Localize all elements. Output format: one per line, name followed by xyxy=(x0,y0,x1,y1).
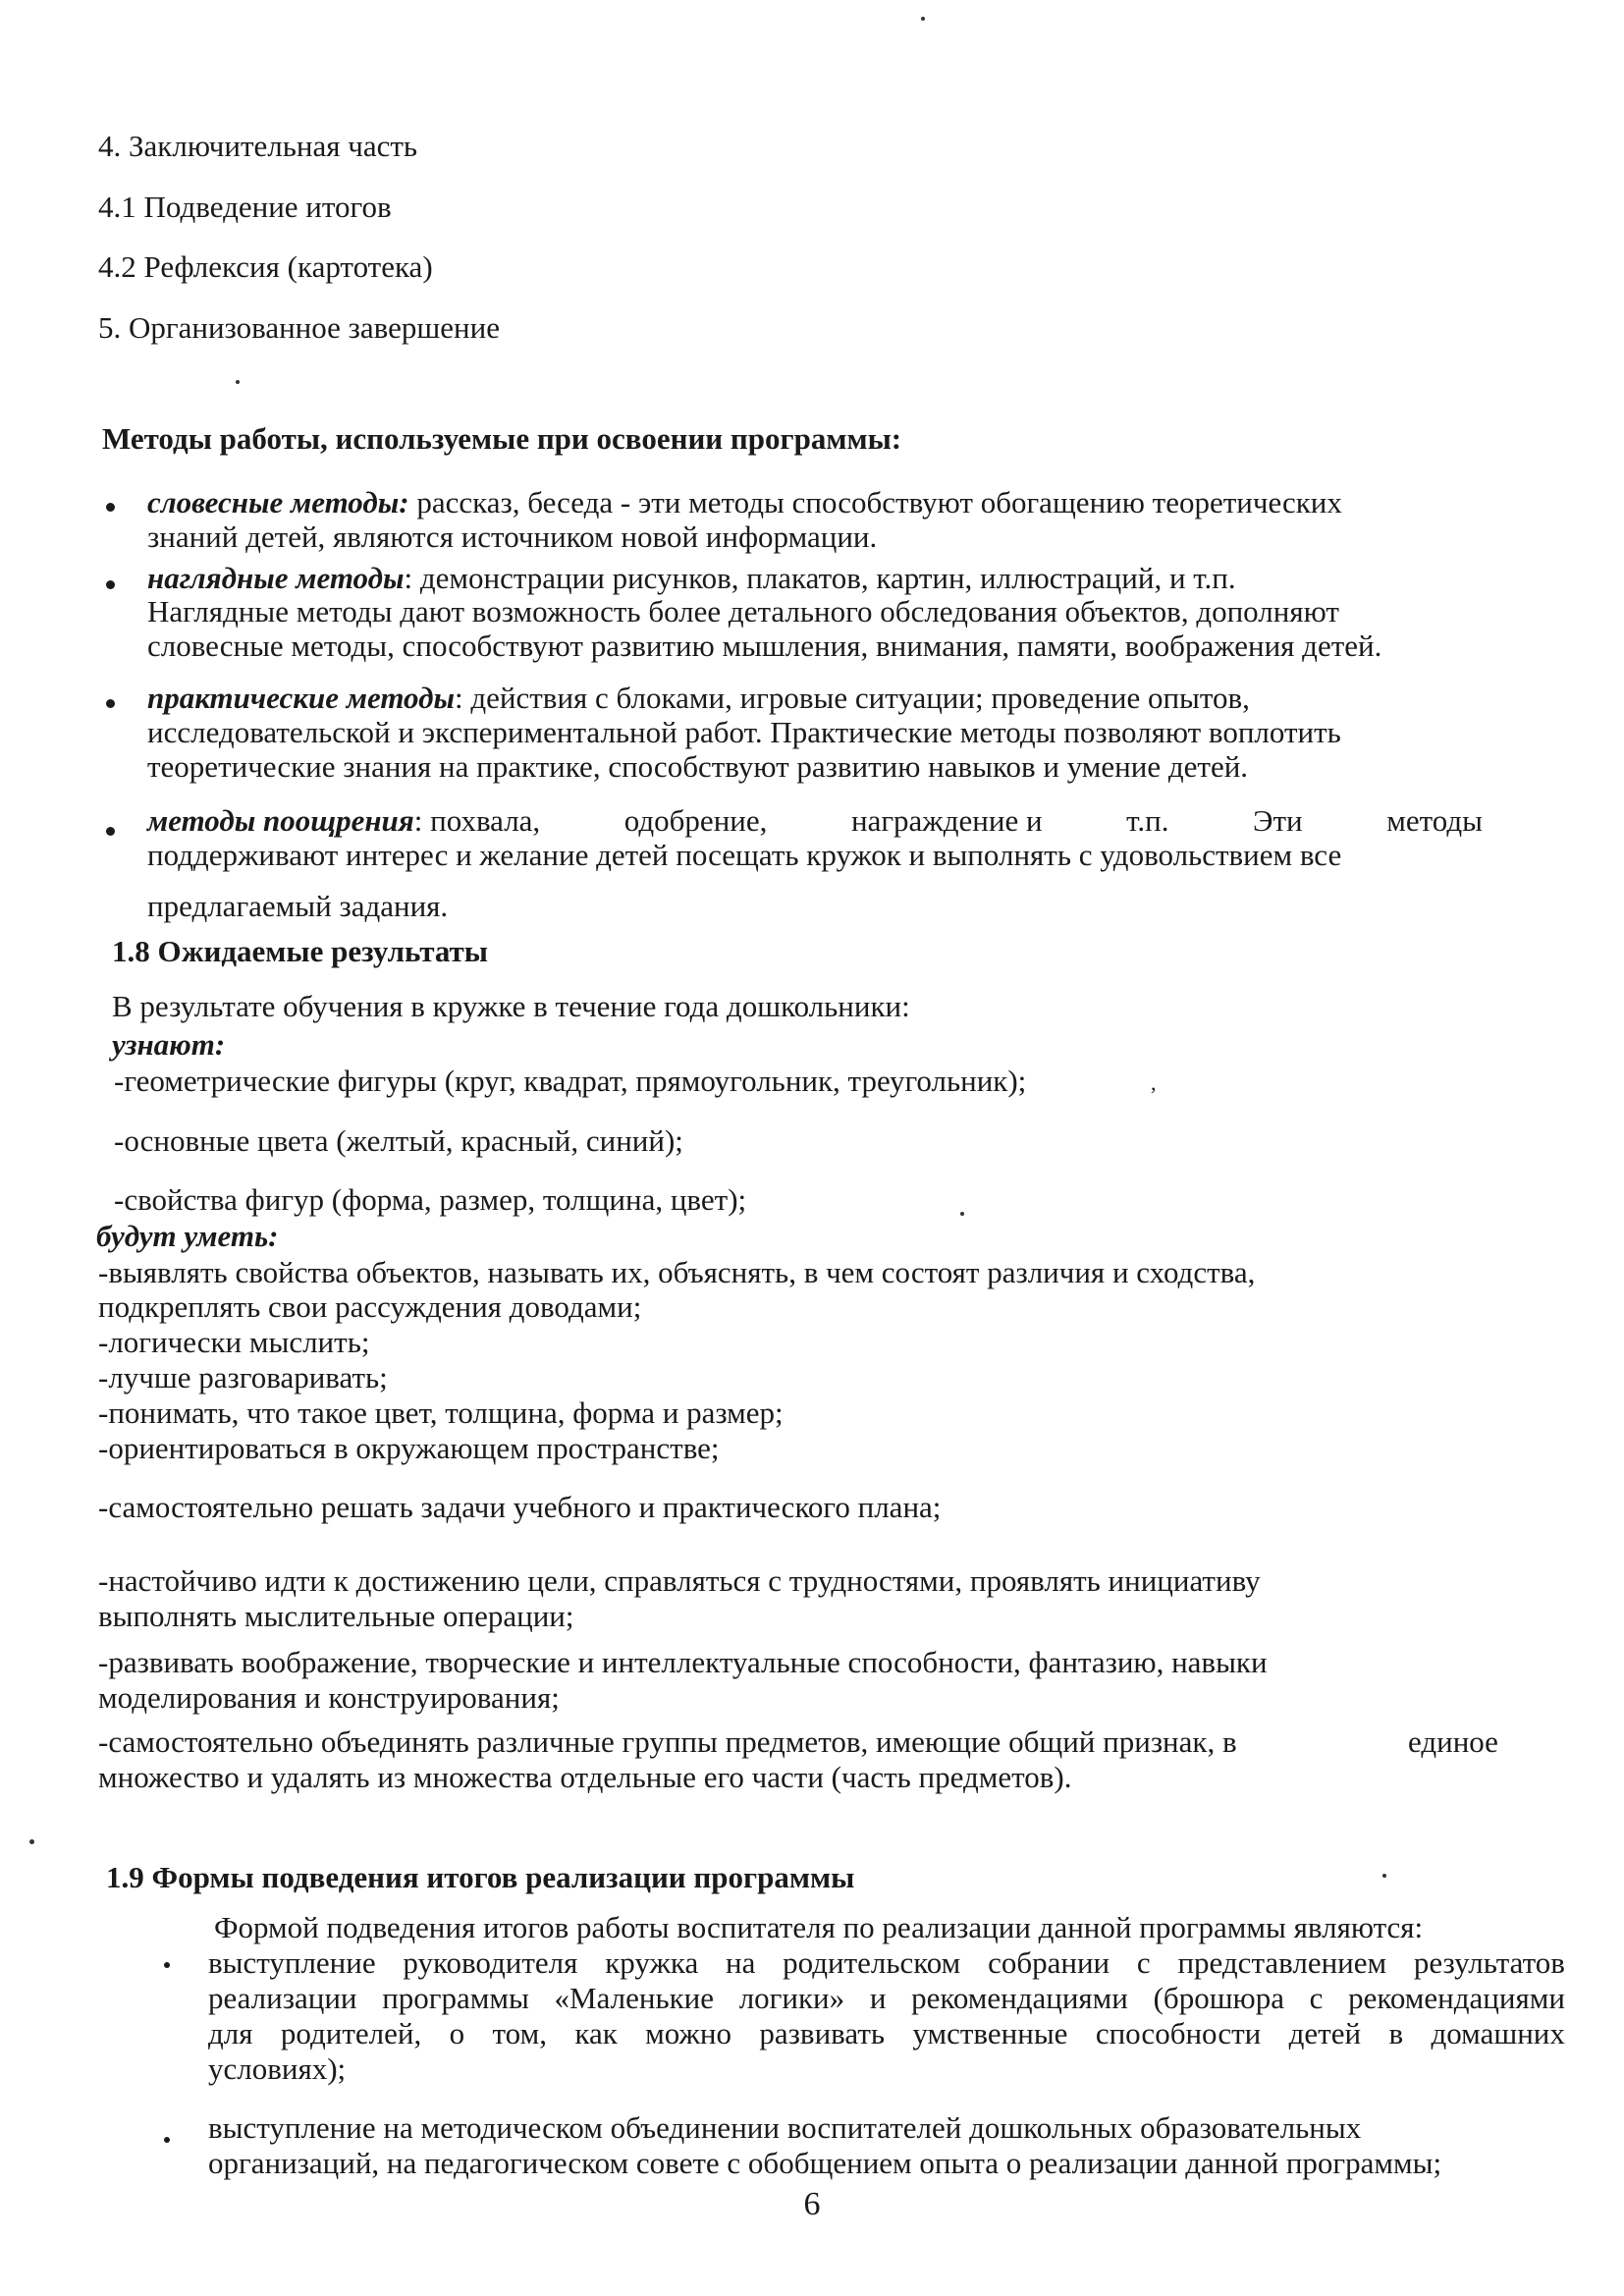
forms-item-line xyxy=(208,2015,1565,2051)
method-text: т.п. xyxy=(1126,803,1169,838)
scan-speck xyxy=(1382,1874,1386,1878)
outline-item: 5. Организованное завершение xyxy=(98,310,500,345)
able-item: выполнять мыслительные операции; xyxy=(98,1599,574,1633)
scan-speck xyxy=(29,1839,34,1844)
method-text: словесные методы, способствуют развитию мышления, внимания, памяти, воображения детей. xyxy=(147,629,1382,663)
word: том, xyxy=(492,2016,547,2050)
results-intro: В результате обучения в кружке в течение года дошкольники: xyxy=(112,989,910,1023)
word: логики» xyxy=(738,1981,845,2015)
able-item: -понимать, что такое цвет, толщина, форма и размер; xyxy=(98,1395,784,1430)
able-item: -логически мыслить; xyxy=(98,1325,370,1359)
method-text: предлагаемый задания. xyxy=(147,889,449,923)
able-item: -самостоятельно решать задачи учебного и практического плана; xyxy=(98,1490,942,1524)
word: руководителя xyxy=(403,1945,578,1980)
forms-item-line xyxy=(208,1944,1565,1981)
method-item-practical xyxy=(147,680,1250,716)
word: детей xyxy=(1288,2016,1362,2050)
word: умственные xyxy=(912,2016,1068,2050)
forms-intro: Формой подведения итогов работы воспитателя по реализации данной программы являются: xyxy=(214,1910,1424,1944)
word: результатов xyxy=(1413,1945,1565,1980)
bullet xyxy=(164,1962,170,1968)
outline-item: 4.1 Подведение итогов xyxy=(98,190,392,224)
page-number: 6 xyxy=(803,2186,821,2222)
method-text: исследовательской и экспериментальной работ. Практические методы позволяют воплотить xyxy=(147,715,1341,749)
word: родителей, xyxy=(280,2016,422,2050)
word: кружка xyxy=(605,1945,699,1980)
method-item-encouragement xyxy=(147,802,1483,839)
bullet xyxy=(106,503,115,512)
able-item: единое xyxy=(1408,1724,1498,1759)
word: родительском xyxy=(783,1945,961,1980)
word: домашних xyxy=(1431,2016,1565,2050)
word: в xyxy=(1388,2016,1404,2050)
word: способности xyxy=(1095,2016,1262,2050)
section-heading-forms: 1.9 Формы подведения итогов реализации программы xyxy=(106,1860,855,1894)
method-text: теоретические знания на практике, способствуют развитию навыков и умение детей. xyxy=(147,749,1249,784)
know-item: -основные цвета (желтый, красный, синий); xyxy=(114,1123,683,1158)
method-term: практические методы xyxy=(147,681,456,715)
scan-speck xyxy=(236,380,240,384)
able-item: -развивать воображение, творческие и интеллектуальные способности, фантазию, навыки xyxy=(98,1645,1268,1679)
word: «Маленькие xyxy=(554,1981,714,2015)
method-term: методы поощрения xyxy=(147,803,414,838)
word: программы xyxy=(382,1981,529,2015)
forms-item-line xyxy=(208,1980,1565,2016)
word: можно xyxy=(645,2016,732,2050)
word: представлением xyxy=(1177,1945,1387,1980)
outline-item: 4. Заключительная часть xyxy=(98,129,418,163)
method-text: : демонстрации рисунков, плакатов, картин, иллюстраций, и т.п. xyxy=(404,561,1236,595)
forms-item-line: условиях); xyxy=(208,2051,347,2086)
scan-mark: , xyxy=(1151,1070,1157,1095)
method-item-visual xyxy=(147,560,1236,596)
able-item: -выявлять свойства объектов, называть их, объяснять, в чем состоят различия и сходства, xyxy=(98,1255,1256,1289)
scan-speck xyxy=(921,17,925,21)
method-text: : действия с блоками, игровые ситуации; проведение опытов, xyxy=(455,681,1250,715)
bullet xyxy=(164,2137,170,2143)
method-text: : похвала, xyxy=(413,803,541,838)
method-text: рассказ, беседа - эти методы способствуют обогащению теоретических xyxy=(408,485,1342,519)
able-item: -лучше разговаривать; xyxy=(98,1360,388,1394)
method-term: словесные методы: xyxy=(147,485,409,519)
word: выступление xyxy=(208,1945,376,1980)
able-item: -настойчиво идти к достижению цели, справляться с трудностями, проявлять инициативу xyxy=(98,1563,1261,1598)
forms-item-line: выступление на методическом объединении воспитателей дошкольных образовательных xyxy=(208,2110,1362,2145)
word: с xyxy=(1309,1981,1324,2015)
word: и xyxy=(869,1981,887,2015)
word: для xyxy=(208,2016,253,2050)
bullet xyxy=(106,827,115,836)
word: развивать xyxy=(759,2016,886,2050)
method-text: награждение и xyxy=(850,803,1043,838)
method-text: знаний детей, являются источником новой информации. xyxy=(147,519,878,554)
know-item: -свойства фигур (форма, размер, толщина, цвет); xyxy=(114,1182,747,1217)
word: рекомендациями xyxy=(1348,1981,1565,2015)
methods-heading: Методы работы, используемые при освоении программы: xyxy=(102,421,902,456)
outline-item: 4.2 Рефлексия (картотека) xyxy=(98,249,433,284)
word: (брошюра xyxy=(1153,1981,1284,2015)
method-text: Наглядные методы дают возможность более детального обследования объектов, дополняют xyxy=(147,594,1339,629)
able-item: множество и удалять из множества отдельные его части (часть предметов). xyxy=(98,1760,1072,1794)
section-heading-results: 1.8 Ожидаемые результаты xyxy=(112,934,488,968)
forms-item-line: организаций, на педагогическом совете с обобщением опыта о реализации данной программы; xyxy=(208,2146,1442,2180)
scan-speck xyxy=(960,1212,964,1216)
know-label: узнают: xyxy=(112,1027,226,1062)
method-text: методы xyxy=(1386,803,1483,838)
able-item: моделирования и конструирования; xyxy=(98,1680,560,1715)
able-item: подкреплять свои рассуждения доводами; xyxy=(98,1289,642,1324)
method-text: поддерживают интерес и желание детей посещать кружок и выполнять с удовольствием все xyxy=(147,838,1342,872)
word: о xyxy=(449,2016,465,2050)
able-label: будут уметь: xyxy=(96,1219,279,1253)
able-item: -самостоятельно объединять различные группы предметов, имеющие общий признак, в xyxy=(98,1724,1237,1759)
method-text: одобрение, xyxy=(623,803,768,838)
word: с xyxy=(1136,1945,1151,1980)
word: рекомендациями xyxy=(911,1981,1128,2015)
word: на xyxy=(726,1945,756,1980)
method-item-verbal xyxy=(147,484,1342,520)
bullet xyxy=(106,699,115,708)
able-item: -ориентироваться в окружающем пространстве; xyxy=(98,1431,720,1465)
method-text: Эти xyxy=(1253,803,1303,838)
know-item: -геометрические фигуры (круг, квадрат, прямоугольник, треугольник); xyxy=(114,1064,1027,1098)
word: реализации xyxy=(208,1981,357,2015)
word: собрании xyxy=(988,1945,1110,1980)
method-term: наглядные методы xyxy=(147,561,405,595)
bullet xyxy=(106,580,115,589)
word: как xyxy=(574,2016,618,2050)
